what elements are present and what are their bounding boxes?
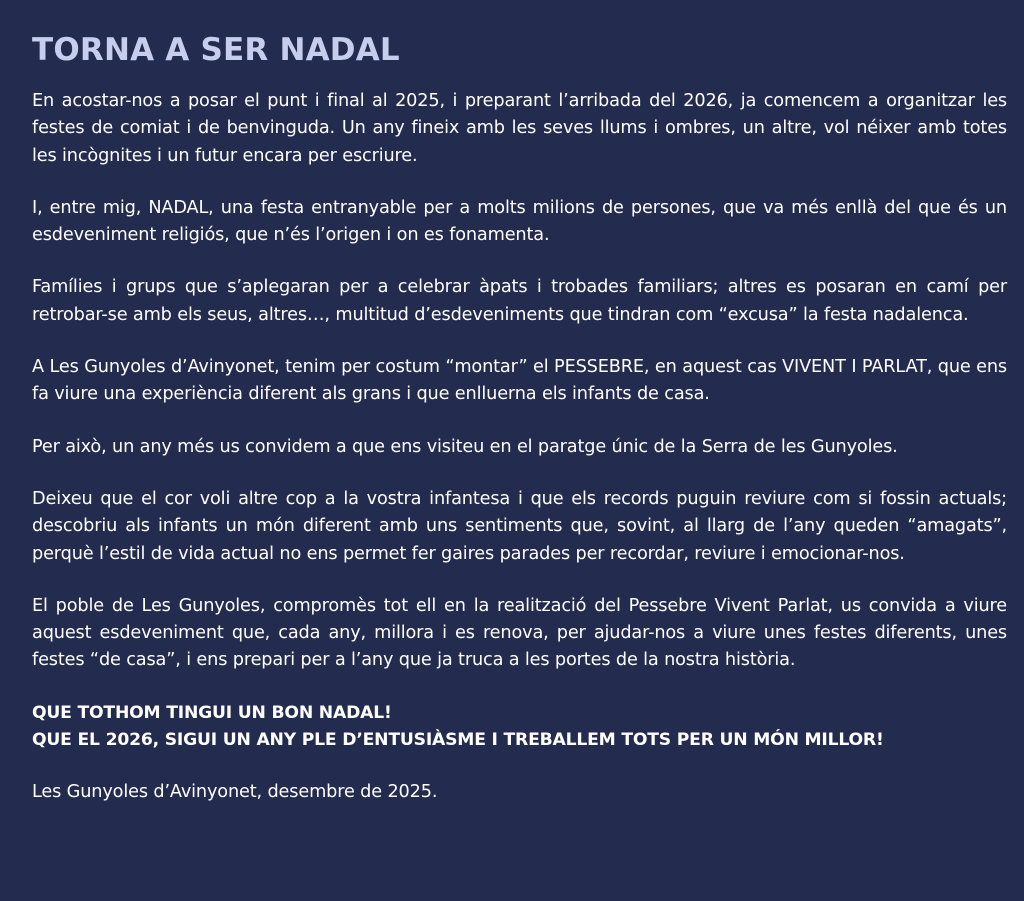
paragraph-invitation: Per això, un any més us convidem a que ens visiteu en el paratge únic de la Serra de les Gunyoles. xyxy=(32,436,898,457)
closing-line-2: QUE EL 2026, SIGUI UN ANY PLE D’ENTUSIÀSME I TREBALLEM TOTS PER UN MÓN MILLOR! xyxy=(32,730,884,751)
paragraph-childhood: Deixeu que el cor voli altre cop a la vostra infantesa i que els records puguin reviure com si fossin actuals; descobriu als infants un món diferent amb uns sentiments que, sovint, al llarg de l’any queden “amagats”, perquè l’estil de vida actual no ens permet fer gaires parades per recordar, reviure i emocionar-nos. xyxy=(32,488,1007,564)
paragraph-pessebre: A Les Gunyoles d’Avinyonet, tenim per costum “montar” el PESSEBRE, en aquest cas VIVENT I PARLAT, que ens fa viure una experiència diferent als grans i que enlluerna els infants de casa. xyxy=(32,357,1007,405)
paragraph-families: Famílies i grups que s’aplegaran per a celebrar àpats i trobades familiars; altres es posaran en camí per retrobar-se amb els seus, altres…, multitud d’esdeveniments que tindran com “excusa” la festa nadalenca. xyxy=(32,277,1007,325)
page-title: TORNA A SER NADAL xyxy=(32,32,400,68)
closing-wishes xyxy=(32,700,1007,755)
paragraph-intro: En acostar-nos a posar el punt i final al 2025, i preparant l’arribada del 2026, ja comencem a organitzar les festes de comiat i de benvinguda. Un any fineix amb les seves llums i ombres, un altre, vol néixer amb totes les incògnites i un futur encara per escriure. xyxy=(32,91,1007,166)
closing-line-1: QUE TOTHOM TINGUI UN BON NADAL! xyxy=(32,702,392,723)
signature: Les Gunyoles d’Avinyonet, desembre de 2025. xyxy=(32,782,438,803)
paragraph-nadal: I, entre mig, NADAL, una festa entranyable per a molts milions de persones, que va més enllà del que és un esdeveniment religiós, que n’és l’origen i on es fonamenta. xyxy=(32,197,1007,246)
paragraph-village: El poble de Les Gunyoles, compromès tot ell en la realització del Pessebre Vivent Parlat, us convida a viure aquest esdeveniment que, cada any, millora i es renova, per ajudar-nos a viure unes festes diferents, unes festes “de casa”, i ens prepari per a l’any que ja truca a les portes de la nostra història. xyxy=(32,595,1007,671)
